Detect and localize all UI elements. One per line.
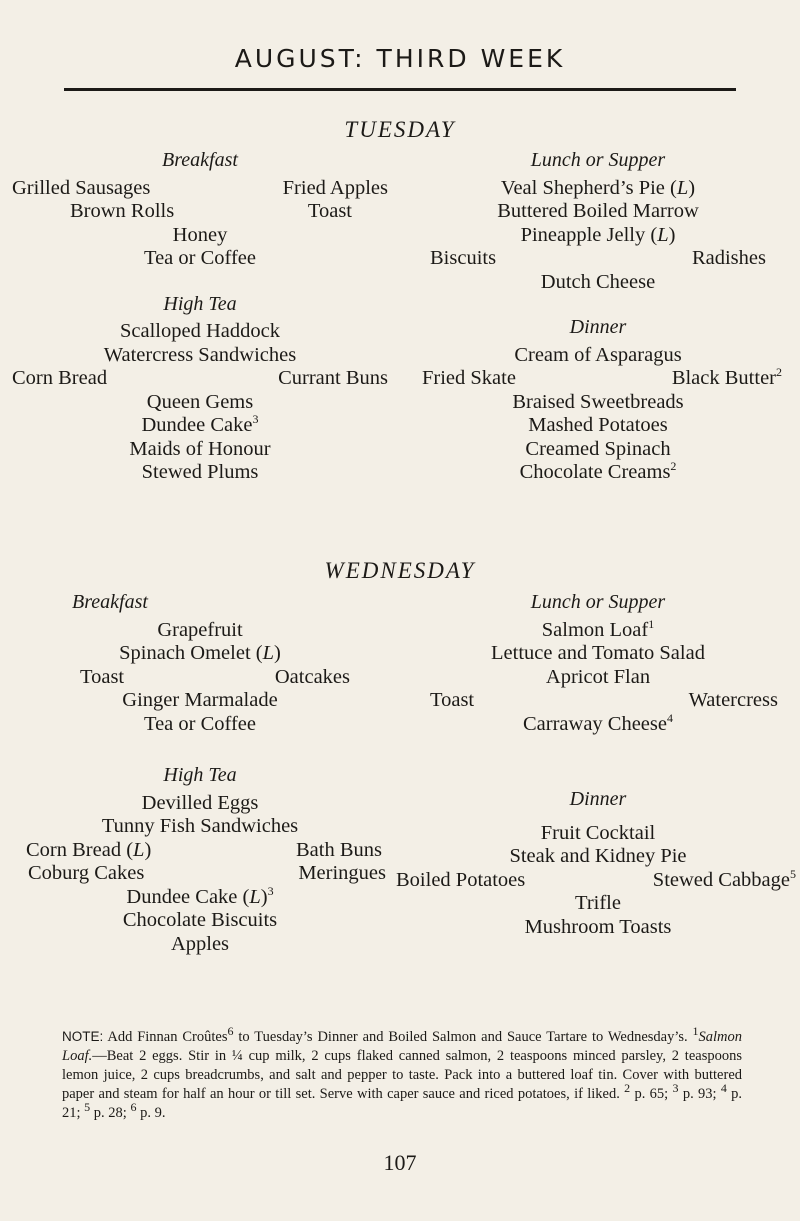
menu-item: Lettuce and Tomato Salad (491, 642, 705, 664)
menu-item: Mashed Potatoes (528, 414, 668, 436)
menu-item: Toast (307, 200, 352, 222)
menu-item: Dundee Cake $(L)^3$ (126, 883, 274, 908)
menu-item: Cream of Asparagus (514, 343, 682, 366)
tuesday-dinner-heading: Dinner (569, 316, 627, 338)
menu-item: Apples (170, 932, 230, 955)
menu-item: Chocolate Creams$^2$ (519, 459, 677, 483)
menu-row (28, 862, 386, 886)
menu-item: Apricot Flan (545, 665, 651, 688)
page-ref: p. 28; (93, 1105, 127, 1121)
footnote-ref: 5 (790, 866, 796, 881)
menu-item: Corn Bread (12, 367, 108, 389)
footnote-ref: 1 (692, 1024, 699, 1039)
menu-row (80, 666, 350, 690)
menu-item: Watercress (688, 689, 778, 711)
menu-item: Meringues (298, 862, 386, 884)
menu-item: Queen Gems (146, 390, 254, 413)
wednesday-left-column (20, 591, 386, 956)
menu-item: Tea or Coffee (143, 247, 257, 269)
menu-item: Chocolate Biscuits (122, 909, 278, 931)
tuesday-title: TUESDAY (344, 117, 456, 142)
footnote-ref: 6 (130, 1100, 137, 1115)
menu-item: Trifle (575, 892, 621, 914)
header-rule (64, 88, 736, 91)
menu-item: Salmon Loaf$^1$ (541, 616, 655, 641)
menu-item: Black Butter$^2$ (671, 365, 782, 389)
menu-item: Fruit Cocktail (540, 821, 656, 844)
menu-item: Buttered Boiled Marrow (497, 200, 699, 222)
note-label: NOTE: (62, 1029, 104, 1044)
footnote-ref: 2 (624, 1081, 631, 1096)
footnote-ref: 5 (84, 1100, 91, 1115)
menu-item: Oatcakes (274, 665, 350, 688)
menu-item: Grapefruit (157, 618, 243, 641)
menu-item: Honey (172, 223, 228, 246)
page-ref: p. 9. (140, 1105, 166, 1121)
menu-item: Braised Sweetbreads (512, 390, 684, 413)
tuesday-lunch-heading: Lunch or Supper (530, 149, 666, 171)
recipe-text: —Beat 2 eggs. Stir in ¼ cup milk, 2 cups flaked canned salmon, 2 teaspoons minced parsley, 2 teaspoons lemon juice, 2 cups breadcrumbs, and salt and pepper to taste. Pack into a buttered loaf tin. Cover with buttered paper and steam for half an hour or till set. Serve with caper sauce and riced potatoes, if liked. (62, 1048, 742, 1102)
footnote-ref: 2 (670, 459, 677, 474)
menu-item: Radishes (691, 247, 766, 269)
menu-item: Corn Bread (L) (26, 838, 152, 861)
menu-item: Toast (430, 689, 475, 711)
menu-row (430, 247, 766, 271)
recipe-title: Salmon Loaf. (62, 1029, 743, 1064)
running-head: AUGUST: THIRD WEEK (234, 44, 566, 73)
menu-row (396, 866, 796, 893)
menu-item: Biscuits (430, 247, 497, 269)
menu-item: Dundee Cake$^3$ (141, 412, 259, 436)
menu-item: Bath Buns (296, 838, 382, 861)
menu-item: Carraway Cheese$^4$ (522, 710, 673, 735)
menu-item: Maids of Honour (129, 437, 271, 460)
menu-item: Tea or Coffee (143, 712, 257, 735)
tuesday-right-column (418, 149, 782, 485)
footnote-ref: 6 (227, 1024, 234, 1039)
page-number: 107 (383, 1150, 417, 1175)
menu-item: Creamed Spinach (525, 437, 671, 460)
footnote-ref: 2 (776, 365, 782, 380)
page-ref: p. 21; (62, 1086, 743, 1121)
menu-item: Grilled Sausages (12, 176, 151, 199)
menu-item: Watercress Sandwiches (103, 343, 297, 366)
menu-item: Spinach Omelet (L) (119, 642, 281, 664)
tuesday-breakfast-heading: Breakfast (162, 149, 238, 171)
menu-row (430, 689, 778, 713)
footnote-block: NOTE: Add Finnan Croûtes$^6$ to Tuesday’s Dinner and Boiled Salmon and Sauce Tartare to Wednesday’s. $^1$Salmon Loaf.—Beat 2 eggs. Stir in ¼ cup milk, 2 cups flaked canned salmon, 2 teaspoons minced parsley, 2 teaspoons lemon juice, 2 cups breadcrumbs, and salt and pepper to taste. Pack into a buttered loaf tin. Cover with buttered paper and steam for half an hour or till set. Serve with caper sauce and riced potatoes, if liked. $^2$ p. 65; $^3$ p. 93; $^4$ p. 21; $^5$ p. 28; $^6$ p. 9. (62, 1024, 743, 1121)
menu-item: Scalloped Haddock (120, 320, 280, 342)
tuesday-left-column (12, 149, 388, 485)
page-ref: p. 65; (634, 1086, 669, 1102)
wednesday-breakfast-heading: Breakfast (72, 591, 148, 613)
menu-item: Ginger Marmalade (122, 689, 278, 711)
footnote-ref: 4 (720, 1081, 727, 1096)
footnote-ref: 3 (267, 883, 274, 898)
wednesday-title: WEDNESDAY (324, 558, 476, 583)
menu-item: Fried Apples (282, 176, 388, 199)
footnote-ref: 1 (648, 616, 655, 631)
menu-item: Brown Rolls (70, 200, 175, 222)
menu-item: Fried Skate (422, 367, 516, 389)
menu-row (12, 177, 388, 201)
page-ref: p. 93; (682, 1086, 717, 1102)
menu-item: Stewed Plums (141, 461, 259, 483)
menu-item: Boiled Potatoes (396, 868, 526, 891)
menu-item: Tunny Fish Sandwiches (101, 815, 299, 837)
menu-item: Devilled Eggs (141, 791, 259, 814)
footnote-ref: 3 (672, 1081, 679, 1096)
footnote-ref: 3 (252, 412, 259, 427)
footnote-ref: 4 (667, 710, 673, 725)
wednesday-lunch-heading: Lunch or Supper (530, 591, 666, 613)
menu-item: Dutch Cheese (540, 270, 656, 293)
menu-item: Stewed Cabbage$^5$ (652, 866, 796, 891)
tuesday-high-tea-heading: High Tea (163, 292, 237, 315)
wednesday-right-column (396, 591, 796, 939)
wednesday-dinner-heading: Dinner (569, 788, 627, 810)
menu-item: Currant Buns (278, 367, 388, 389)
menu-item: Veal Shepherd’s Pie (L) (500, 176, 696, 199)
menu-item: Toast (80, 665, 125, 688)
menu-item: Coburg Cakes (28, 862, 145, 884)
menu-item: Steak and Kidney Pie (509, 845, 687, 867)
menu-item: Pineapple Jelly (L) (520, 223, 676, 246)
menu-row (12, 367, 388, 391)
menu-row (422, 367, 782, 391)
menu-row (26, 839, 382, 863)
menu-row (70, 200, 352, 224)
menu-item: Mushroom Toasts (524, 915, 672, 938)
wednesday-high-tea-heading: High Tea (163, 764, 237, 786)
